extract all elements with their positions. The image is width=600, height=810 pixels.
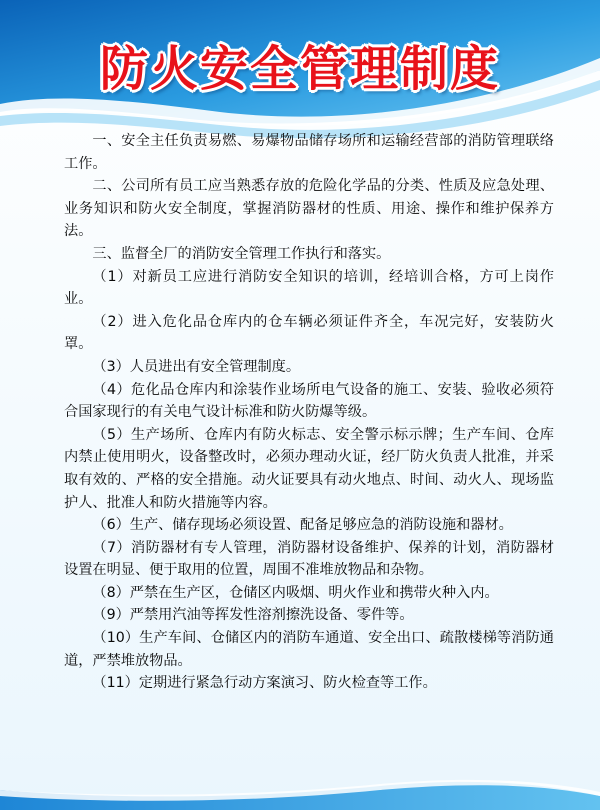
regulation-item: （4）危化品仓库内和涂装作业场所电气设备的施工、安装、验收必须符合国家现行的有关电气设计标准和防火防爆等级。 bbox=[64, 381, 554, 421]
regulation-item: （6）生产、储存现场必须设置、配备足够应急的消防设施和器材。 bbox=[92, 517, 513, 534]
regulation-item: （11）定期进行紧急行动方案演习、防火检查等工作。 bbox=[92, 675, 437, 692]
regulation-item: （9）严禁用汽油等挥发性溶剂擦洗设备、零件等。 bbox=[92, 607, 414, 624]
regulation-body bbox=[64, 130, 554, 695]
regulation-item: （1）对新员工应进行消防安全知识的培训，经培训合格，方可上岗作业。 bbox=[64, 268, 554, 308]
regulation-item: （10）生产车间、仓储区内的消防车通道、安全出口、疏散楼梯等消防通道，严禁堆放物品。 bbox=[64, 630, 554, 669]
page-title: 防火安全管理制度 bbox=[99, 41, 500, 97]
regulation-item: （8）严禁在生产区，仓储区内吸烟、明火作业和携带火种入内。 bbox=[92, 584, 499, 601]
regulation-item: （7）消防器材有专人管理，消防器材设备维护、保养的计划，消防器材设置在明显、便于取用的位置，周围不准堆放物品和杂物。 bbox=[64, 539, 554, 579]
regulation-item: （3）人员进出有安全管理制度。 bbox=[92, 358, 301, 375]
regulation-item: 一、安全主任负责易燃、易爆物品储存场所和运输经营部的消防管理联络工作。 bbox=[64, 133, 554, 172]
regulation-item: 三、监督全厂的消防安全管理工作执行和落实。 bbox=[92, 245, 391, 262]
regulation-item: （2）进入危化品仓库内的仓车辆必须证件齐全，车况完好，安装防火罩。 bbox=[64, 313, 554, 353]
regulation-item: 二、公司所有员工应当熟悉存放的危险化学品的分类、性质及应急处理、业务知识和防火安全制度，掌握消防器材的性质、用途、操作和维护保养方法。 bbox=[64, 178, 554, 240]
regulation-item: （5）生产场所、仓库内有防火标志、安全警示标示牌；生产车间、仓库内禁止使用明火，设备整改时，必须办理动火证，经厂防火负责人批准，并采取有效的、严格的安全措施。动火证要具有动火地点、时间、动火人、现场监护人、批准人和防火措施等内容。 bbox=[64, 426, 554, 511]
